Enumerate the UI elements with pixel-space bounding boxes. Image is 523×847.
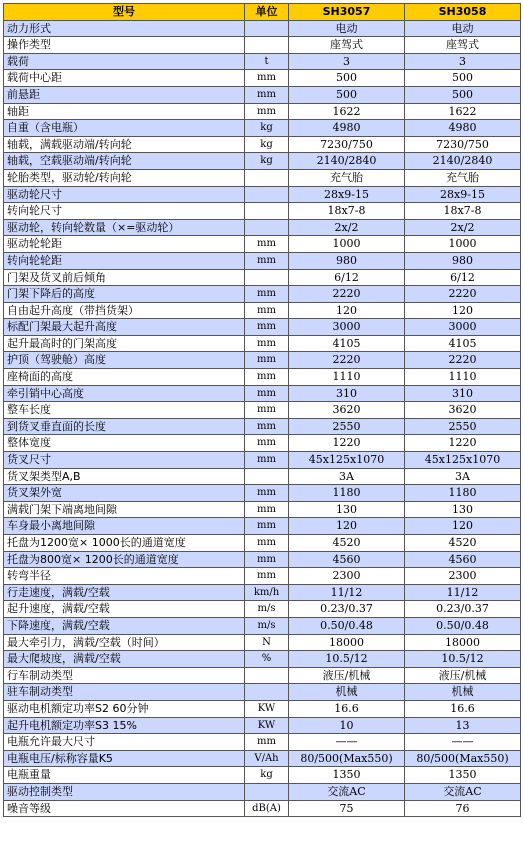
row-name-cell: 下降速度，满载/空载 bbox=[4, 617, 245, 634]
row-sh3057-value: 3620 bbox=[289, 402, 405, 419]
row-sh3058-value: 2x/2 bbox=[405, 219, 521, 236]
row-sh3058-value: 0.50/0.48 bbox=[405, 617, 521, 634]
row-unit-cell: km/h bbox=[245, 584, 289, 601]
row-sh3057-value: 7230/750 bbox=[289, 136, 405, 153]
row-name-cell: 电瓶电压/标称容量K5 bbox=[4, 750, 245, 767]
row-sh3058-value: 310 bbox=[405, 385, 521, 402]
table-row bbox=[4, 385, 521, 402]
row-name-cell: 轴距 bbox=[4, 103, 245, 120]
row-sh3057-value: 3A bbox=[289, 468, 405, 485]
table-row bbox=[4, 684, 521, 701]
row-sh3058-value: 120 bbox=[405, 302, 521, 319]
row-sh3058-value: 1220 bbox=[405, 435, 521, 452]
row-name-cell: 起升最高时的门架高度 bbox=[4, 335, 245, 352]
row-unit-cell: mm bbox=[245, 734, 289, 751]
table-row bbox=[4, 750, 521, 767]
row-sh3058-value: 3000 bbox=[405, 319, 521, 336]
row-sh3057-value: 机械 bbox=[289, 684, 405, 701]
row-sh3057-value: 45x125x1070 bbox=[289, 452, 405, 469]
row-sh3058-value: 3A bbox=[405, 468, 521, 485]
row-sh3058-value: 980 bbox=[405, 252, 521, 269]
row-sh3058-value: 18x7-8 bbox=[405, 203, 521, 220]
row-unit-cell: mm bbox=[245, 568, 289, 585]
row-unit-cell: mm bbox=[245, 435, 289, 452]
row-sh3057-value: 2x/2 bbox=[289, 219, 405, 236]
row-name-cell: 门架下降后的高度 bbox=[4, 286, 245, 303]
row-sh3058-value: 4520 bbox=[405, 535, 521, 552]
row-name-cell: 货叉架外宽 bbox=[4, 485, 245, 502]
row-sh3057-value: 980 bbox=[289, 252, 405, 269]
table-row bbox=[4, 86, 521, 103]
row-unit-cell: mm bbox=[245, 335, 289, 352]
row-name-cell: 驱动电机额定功率S2 60分钟 bbox=[4, 700, 245, 717]
row-unit-cell: mm bbox=[245, 551, 289, 568]
row-name-cell: 最大爬坡度，满载/空载 bbox=[4, 651, 245, 668]
row-sh3058-value: —— bbox=[405, 734, 521, 751]
header-unit: 单位 bbox=[245, 4, 289, 21]
row-name-cell: 满载门架下端离地间隙 bbox=[4, 501, 245, 518]
row-sh3058-value: 1350 bbox=[405, 767, 521, 784]
row-name-cell: 载荷中心距 bbox=[4, 70, 245, 87]
row-sh3057-value: 11/12 bbox=[289, 584, 405, 601]
row-sh3057-value: 1350 bbox=[289, 767, 405, 784]
row-unit-cell: t bbox=[245, 53, 289, 70]
row-sh3058-value: 80/500(Max550) bbox=[405, 750, 521, 767]
table-row bbox=[4, 369, 521, 386]
table-row bbox=[4, 335, 521, 352]
row-unit-cell bbox=[245, 203, 289, 220]
row-sh3058-value: 4560 bbox=[405, 551, 521, 568]
table-body bbox=[4, 20, 521, 817]
row-sh3057-value: 充气胎 bbox=[289, 169, 405, 186]
row-name-cell: 到货叉垂直面的长度 bbox=[4, 418, 245, 435]
table-row bbox=[4, 236, 521, 253]
table-row bbox=[4, 435, 521, 452]
row-unit-cell: kg bbox=[245, 767, 289, 784]
row-unit-cell bbox=[245, 219, 289, 236]
row-name-cell: 托盘为1200宽× 1000长的通道宽度 bbox=[4, 535, 245, 552]
row-sh3057-value: 6/12 bbox=[289, 269, 405, 286]
row-name-cell: 电瓶允许最大尺寸 bbox=[4, 734, 245, 751]
table-row bbox=[4, 352, 521, 369]
table-row bbox=[4, 286, 521, 303]
table-row bbox=[4, 302, 521, 319]
row-sh3057-value: 0.50/0.48 bbox=[289, 617, 405, 634]
row-sh3058-value: 16.6 bbox=[405, 700, 521, 717]
row-unit-cell: mm bbox=[245, 501, 289, 518]
row-sh3058-value: 座驾式 bbox=[405, 37, 521, 54]
row-name-cell: 自重（含电瓶） bbox=[4, 120, 245, 137]
row-sh3058-value: 1180 bbox=[405, 485, 521, 502]
row-name-cell: 驻车制动类型 bbox=[4, 684, 245, 701]
row-sh3057-value: 3000 bbox=[289, 319, 405, 336]
row-sh3057-value: 0.23/0.37 bbox=[289, 601, 405, 618]
row-name-cell: 起升电机额定功率S3 15% bbox=[4, 717, 245, 734]
row-sh3057-value: 1000 bbox=[289, 236, 405, 253]
row-sh3058-value: 7230/750 bbox=[405, 136, 521, 153]
table-row bbox=[4, 783, 521, 800]
row-sh3058-value: 4105 bbox=[405, 335, 521, 352]
row-name-cell: 自由起升高度（带挡货架） bbox=[4, 302, 245, 319]
row-unit-cell bbox=[245, 468, 289, 485]
table-row bbox=[4, 551, 521, 568]
row-name-cell: 轴载，满载驱动端/转向轮 bbox=[4, 136, 245, 153]
row-sh3058-value: 500 bbox=[405, 86, 521, 103]
table-row bbox=[4, 452, 521, 469]
row-sh3057-value: 120 bbox=[289, 302, 405, 319]
row-sh3057-value: 28x9-15 bbox=[289, 186, 405, 203]
row-sh3057-value: 10.5/12 bbox=[289, 651, 405, 668]
row-sh3057-value: 3 bbox=[289, 53, 405, 70]
row-name-cell: 动力形式 bbox=[4, 20, 245, 37]
table-row bbox=[4, 485, 521, 502]
row-unit-cell bbox=[245, 667, 289, 684]
row-unit-cell: mm bbox=[245, 70, 289, 87]
row-name-cell: 座椅面的高度 bbox=[4, 369, 245, 386]
row-sh3057-value: 10 bbox=[289, 717, 405, 734]
row-name-cell: 驱动轮尺寸 bbox=[4, 186, 245, 203]
table-row bbox=[4, 120, 521, 137]
row-sh3058-value: 130 bbox=[405, 501, 521, 518]
row-sh3058-value: 18000 bbox=[405, 634, 521, 651]
row-name-cell: 货叉尺寸 bbox=[4, 452, 245, 469]
row-sh3058-value: 液压/机械 bbox=[405, 667, 521, 684]
row-name-cell: 轴载，空载驱动端/转向轮 bbox=[4, 153, 245, 170]
row-sh3057-value: 1220 bbox=[289, 435, 405, 452]
row-name-cell: 整体宽度 bbox=[4, 435, 245, 452]
row-name-cell: 牵引销中心高度 bbox=[4, 385, 245, 402]
row-unit-cell: mm bbox=[245, 369, 289, 386]
row-sh3057-value: 4520 bbox=[289, 535, 405, 552]
row-sh3057-value: 500 bbox=[289, 86, 405, 103]
row-sh3057-value: —— bbox=[289, 734, 405, 751]
table-row bbox=[4, 501, 521, 518]
row-sh3057-value: 80/500(Max550) bbox=[289, 750, 405, 767]
row-sh3057-value: 2220 bbox=[289, 286, 405, 303]
row-sh3057-value: 1180 bbox=[289, 485, 405, 502]
row-unit-cell: KW bbox=[245, 700, 289, 717]
row-sh3058-value: 2220 bbox=[405, 286, 521, 303]
row-sh3058-value: 0.23/0.37 bbox=[405, 601, 521, 618]
table-header-row bbox=[4, 4, 521, 21]
table-row bbox=[4, 667, 521, 684]
row-sh3057-value: 2300 bbox=[289, 568, 405, 585]
row-sh3057-value: 1110 bbox=[289, 369, 405, 386]
row-sh3058-value: 45x125x1070 bbox=[405, 452, 521, 469]
row-sh3057-value: 4560 bbox=[289, 551, 405, 568]
table-row bbox=[4, 734, 521, 751]
row-unit-cell: mm bbox=[245, 252, 289, 269]
row-sh3058-value: 电动 bbox=[405, 20, 521, 37]
row-sh3058-value: 3 bbox=[405, 53, 521, 70]
table-row bbox=[4, 468, 521, 485]
row-sh3057-value: 交流AC bbox=[289, 783, 405, 800]
row-sh3058-value: 2220 bbox=[405, 352, 521, 369]
row-sh3057-value: 500 bbox=[289, 70, 405, 87]
row-sh3058-value: 6/12 bbox=[405, 269, 521, 286]
row-unit-cell: % bbox=[245, 651, 289, 668]
row-sh3058-value: 3620 bbox=[405, 402, 521, 419]
table-row bbox=[4, 20, 521, 37]
row-sh3057-value: 液压/机械 bbox=[289, 667, 405, 684]
row-sh3057-value: 2220 bbox=[289, 352, 405, 369]
spec-table-container bbox=[3, 3, 521, 817]
row-name-cell: 行走速度，满载/空载 bbox=[4, 584, 245, 601]
table-row bbox=[4, 800, 521, 817]
row-sh3058-value: 11/12 bbox=[405, 584, 521, 601]
row-name-cell: 转弯半径 bbox=[4, 568, 245, 585]
row-unit-cell: kg bbox=[245, 153, 289, 170]
row-unit-cell: mm bbox=[245, 352, 289, 369]
row-sh3058-value: 1110 bbox=[405, 369, 521, 386]
table-row bbox=[4, 651, 521, 668]
table-row bbox=[4, 37, 521, 54]
table-row bbox=[4, 617, 521, 634]
row-unit-cell: dB(A) bbox=[245, 800, 289, 817]
row-unit-cell: m/s bbox=[245, 617, 289, 634]
row-sh3058-value: 500 bbox=[405, 70, 521, 87]
row-unit-cell: mm bbox=[245, 402, 289, 419]
row-sh3057-value: 2550 bbox=[289, 418, 405, 435]
header-sh3057: SH3057 bbox=[289, 4, 405, 21]
row-name-cell: 门架及货叉前后倾角 bbox=[4, 269, 245, 286]
row-unit-cell: kg bbox=[245, 120, 289, 137]
table-row bbox=[4, 700, 521, 717]
table-row bbox=[4, 136, 521, 153]
row-unit-cell bbox=[245, 269, 289, 286]
table-row bbox=[4, 186, 521, 203]
row-unit-cell: mm bbox=[245, 518, 289, 535]
table-row bbox=[4, 53, 521, 70]
row-unit-cell: V/Ah bbox=[245, 750, 289, 767]
row-sh3058-value: 2550 bbox=[405, 418, 521, 435]
row-unit-cell: mm bbox=[245, 86, 289, 103]
row-name-cell: 行车制动类型 bbox=[4, 667, 245, 684]
row-sh3057-value: 2140/2840 bbox=[289, 153, 405, 170]
table-row bbox=[4, 219, 521, 236]
table-row bbox=[4, 418, 521, 435]
row-unit-cell: mm bbox=[245, 452, 289, 469]
row-unit-cell bbox=[245, 37, 289, 54]
row-unit-cell bbox=[245, 169, 289, 186]
table-row bbox=[4, 252, 521, 269]
row-unit-cell: mm bbox=[245, 485, 289, 502]
table-row bbox=[4, 518, 521, 535]
row-unit-cell: mm bbox=[245, 535, 289, 552]
row-name-cell: 噪音等级 bbox=[4, 800, 245, 817]
row-unit-cell: mm bbox=[245, 302, 289, 319]
row-sh3057-value: 18x7-8 bbox=[289, 203, 405, 220]
row-name-cell: 驱动轮轮距 bbox=[4, 236, 245, 253]
row-sh3058-value: 2300 bbox=[405, 568, 521, 585]
row-name-cell: 转向轮尺寸 bbox=[4, 203, 245, 220]
row-sh3058-value: 10.5/12 bbox=[405, 651, 521, 668]
row-name-cell: 起升速度，满载/空载 bbox=[4, 601, 245, 618]
row-unit-cell bbox=[245, 186, 289, 203]
row-name-cell: 电瓶重量 bbox=[4, 767, 245, 784]
row-sh3057-value: 310 bbox=[289, 385, 405, 402]
row-sh3057-value: 1622 bbox=[289, 103, 405, 120]
row-sh3058-value: 13 bbox=[405, 717, 521, 734]
table-row bbox=[4, 70, 521, 87]
row-sh3058-value: 120 bbox=[405, 518, 521, 535]
row-sh3058-value: 1000 bbox=[405, 236, 521, 253]
row-name-cell: 驱动控制类型 bbox=[4, 783, 245, 800]
table-row bbox=[4, 601, 521, 618]
row-name-cell: 前悬距 bbox=[4, 86, 245, 103]
table-row bbox=[4, 584, 521, 601]
row-name-cell: 驱动轮，转向轮数量（×=驱动轮） bbox=[4, 219, 245, 236]
row-sh3057-value: 座驾式 bbox=[289, 37, 405, 54]
row-unit-cell: mm bbox=[245, 418, 289, 435]
table-row bbox=[4, 568, 521, 585]
row-name-cell: 整车长度 bbox=[4, 402, 245, 419]
row-unit-cell bbox=[245, 684, 289, 701]
row-sh3057-value: 120 bbox=[289, 518, 405, 535]
row-unit-cell: mm bbox=[245, 103, 289, 120]
row-sh3057-value: 电动 bbox=[289, 20, 405, 37]
header-model: 型号 bbox=[4, 4, 245, 21]
row-unit-cell: m/s bbox=[245, 601, 289, 618]
table-row bbox=[4, 535, 521, 552]
spec-table bbox=[3, 3, 521, 817]
table-row bbox=[4, 319, 521, 336]
row-name-cell: 车身最小离地间隙 bbox=[4, 518, 245, 535]
table-row bbox=[4, 103, 521, 120]
row-unit-cell: mm bbox=[245, 236, 289, 253]
row-sh3058-value: 4980 bbox=[405, 120, 521, 137]
row-sh3057-value: 18000 bbox=[289, 634, 405, 651]
row-name-cell: 最大牵引力，满载/空载（时间） bbox=[4, 634, 245, 651]
row-name-cell: 轮胎类型，驱动轮/转向轮 bbox=[4, 169, 245, 186]
row-unit-cell: N bbox=[245, 634, 289, 651]
row-unit-cell: KW bbox=[245, 717, 289, 734]
table-row bbox=[4, 634, 521, 651]
row-unit-cell: mm bbox=[245, 319, 289, 336]
row-sh3058-value: 2140/2840 bbox=[405, 153, 521, 170]
table-row bbox=[4, 402, 521, 419]
row-sh3057-value: 130 bbox=[289, 501, 405, 518]
row-unit-cell: mm bbox=[245, 385, 289, 402]
table-row bbox=[4, 269, 521, 286]
row-name-cell: 操作类型 bbox=[4, 37, 245, 54]
row-sh3057-value: 4105 bbox=[289, 335, 405, 352]
row-sh3057-value: 4980 bbox=[289, 120, 405, 137]
row-name-cell: 标配门架最大起升高度 bbox=[4, 319, 245, 336]
row-sh3057-value: 75 bbox=[289, 800, 405, 817]
table-row bbox=[4, 203, 521, 220]
table-row bbox=[4, 717, 521, 734]
table-row bbox=[4, 153, 521, 170]
row-name-cell: 转向轮轮距 bbox=[4, 252, 245, 269]
row-unit-cell: kg bbox=[245, 136, 289, 153]
row-sh3058-value: 28x9-15 bbox=[405, 186, 521, 203]
row-sh3058-value: 交流AC bbox=[405, 783, 521, 800]
row-name-cell: 托盘为800宽× 1200长的通道宽度 bbox=[4, 551, 245, 568]
row-sh3058-value: 76 bbox=[405, 800, 521, 817]
row-unit-cell bbox=[245, 20, 289, 37]
header-sh3058: SH3058 bbox=[405, 4, 521, 21]
row-sh3058-value: 1622 bbox=[405, 103, 521, 120]
row-name-cell: 护顶（驾驶舱）高度 bbox=[4, 352, 245, 369]
row-sh3058-value: 充气胎 bbox=[405, 169, 521, 186]
row-name-cell: 载荷 bbox=[4, 53, 245, 70]
row-unit-cell: mm bbox=[245, 286, 289, 303]
table-row bbox=[4, 767, 521, 784]
row-sh3057-value: 16.6 bbox=[289, 700, 405, 717]
table-row bbox=[4, 169, 521, 186]
row-name-cell: 货叉架类型A,B bbox=[4, 468, 245, 485]
row-sh3058-value: 机械 bbox=[405, 684, 521, 701]
row-unit-cell bbox=[245, 783, 289, 800]
